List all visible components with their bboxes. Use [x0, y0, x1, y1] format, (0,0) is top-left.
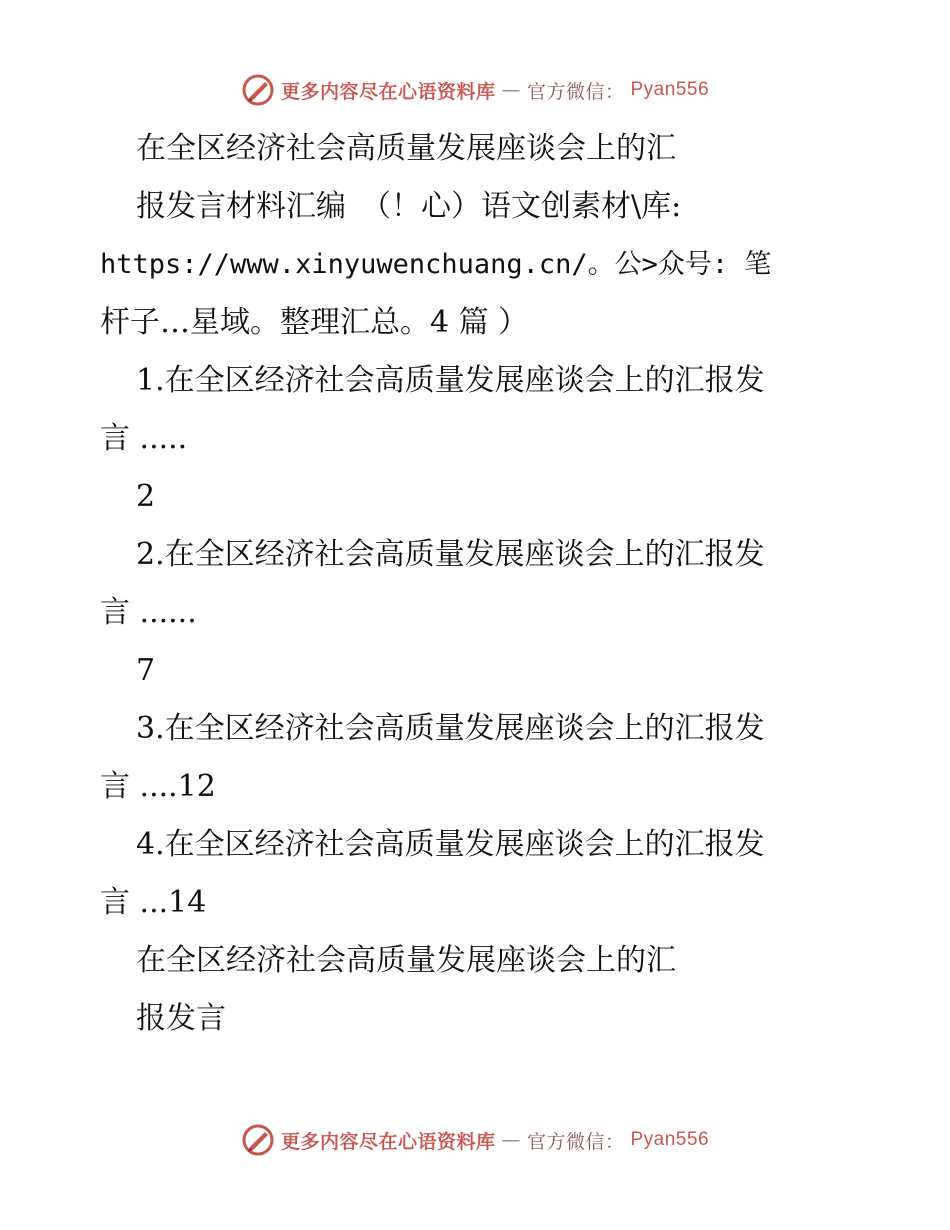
doc-title-line-4: 杆子…星域。整理汇总。4 篇 ）: [100, 305, 529, 340]
pen-logo-icon: [241, 1123, 275, 1157]
footer-account: Pyan556: [630, 1129, 710, 1150]
document-body: [100, 120, 860, 1048]
toc-entry-1-line-1: 1.在全区经济社会高质量发展座谈会上的汇报发: [136, 363, 765, 398]
toc-entry-4-line-2: 言 ...14: [100, 885, 207, 920]
toc-entry-2-page: 7: [136, 653, 156, 688]
header-banner: [0, 70, 950, 110]
doc-title-line-2: 报发言材料汇编 （！心）语文创素材\库:: [136, 189, 682, 224]
toc-entry-4-line-1: 4.在全区经济社会高质量发展座谈会上的汇报发: [136, 827, 765, 862]
banner-account: Pyan556: [630, 79, 710, 100]
section-heading-line-2: 报发言: [136, 1001, 226, 1036]
doc-url-line: https://www.xinyuwenchuang.cn/。公>众号: 笔: [100, 249, 772, 280]
footer-separator: —: [501, 1129, 521, 1151]
toc-entry-1-line-2: 言 .....: [100, 421, 188, 456]
footer-main-text: 更多内容尽在心语资料库: [280, 1130, 496, 1153]
toc-entry-3-line-1: 3.在全区经济社会高质量发展座谈会上的汇报发: [136, 711, 765, 746]
pen-logo-icon: [241, 73, 275, 107]
banner-main-text: 更多内容尽在心语资料库: [280, 80, 496, 103]
banner-separator: —: [501, 79, 521, 101]
banner-wechat-label: 官方微信：: [526, 80, 625, 103]
toc-entry-2-line-2: 言 ......: [100, 595, 197, 630]
footer-banner: [0, 1120, 950, 1160]
section-heading-line-1: 在全区经济社会高质量发展座谈会上的汇: [136, 943, 676, 978]
doc-title-line-1: 在全区经济社会高质量发展座谈会上的汇: [136, 131, 676, 166]
toc-entry-2-line-1: 2.在全区经济社会高质量发展座谈会上的汇报发: [136, 537, 765, 572]
toc-entry-1-page: 2: [136, 479, 156, 514]
footer-wechat-label: 官方微信：: [526, 1130, 625, 1153]
toc-entry-3-line-2: 言 ....12: [100, 769, 216, 804]
